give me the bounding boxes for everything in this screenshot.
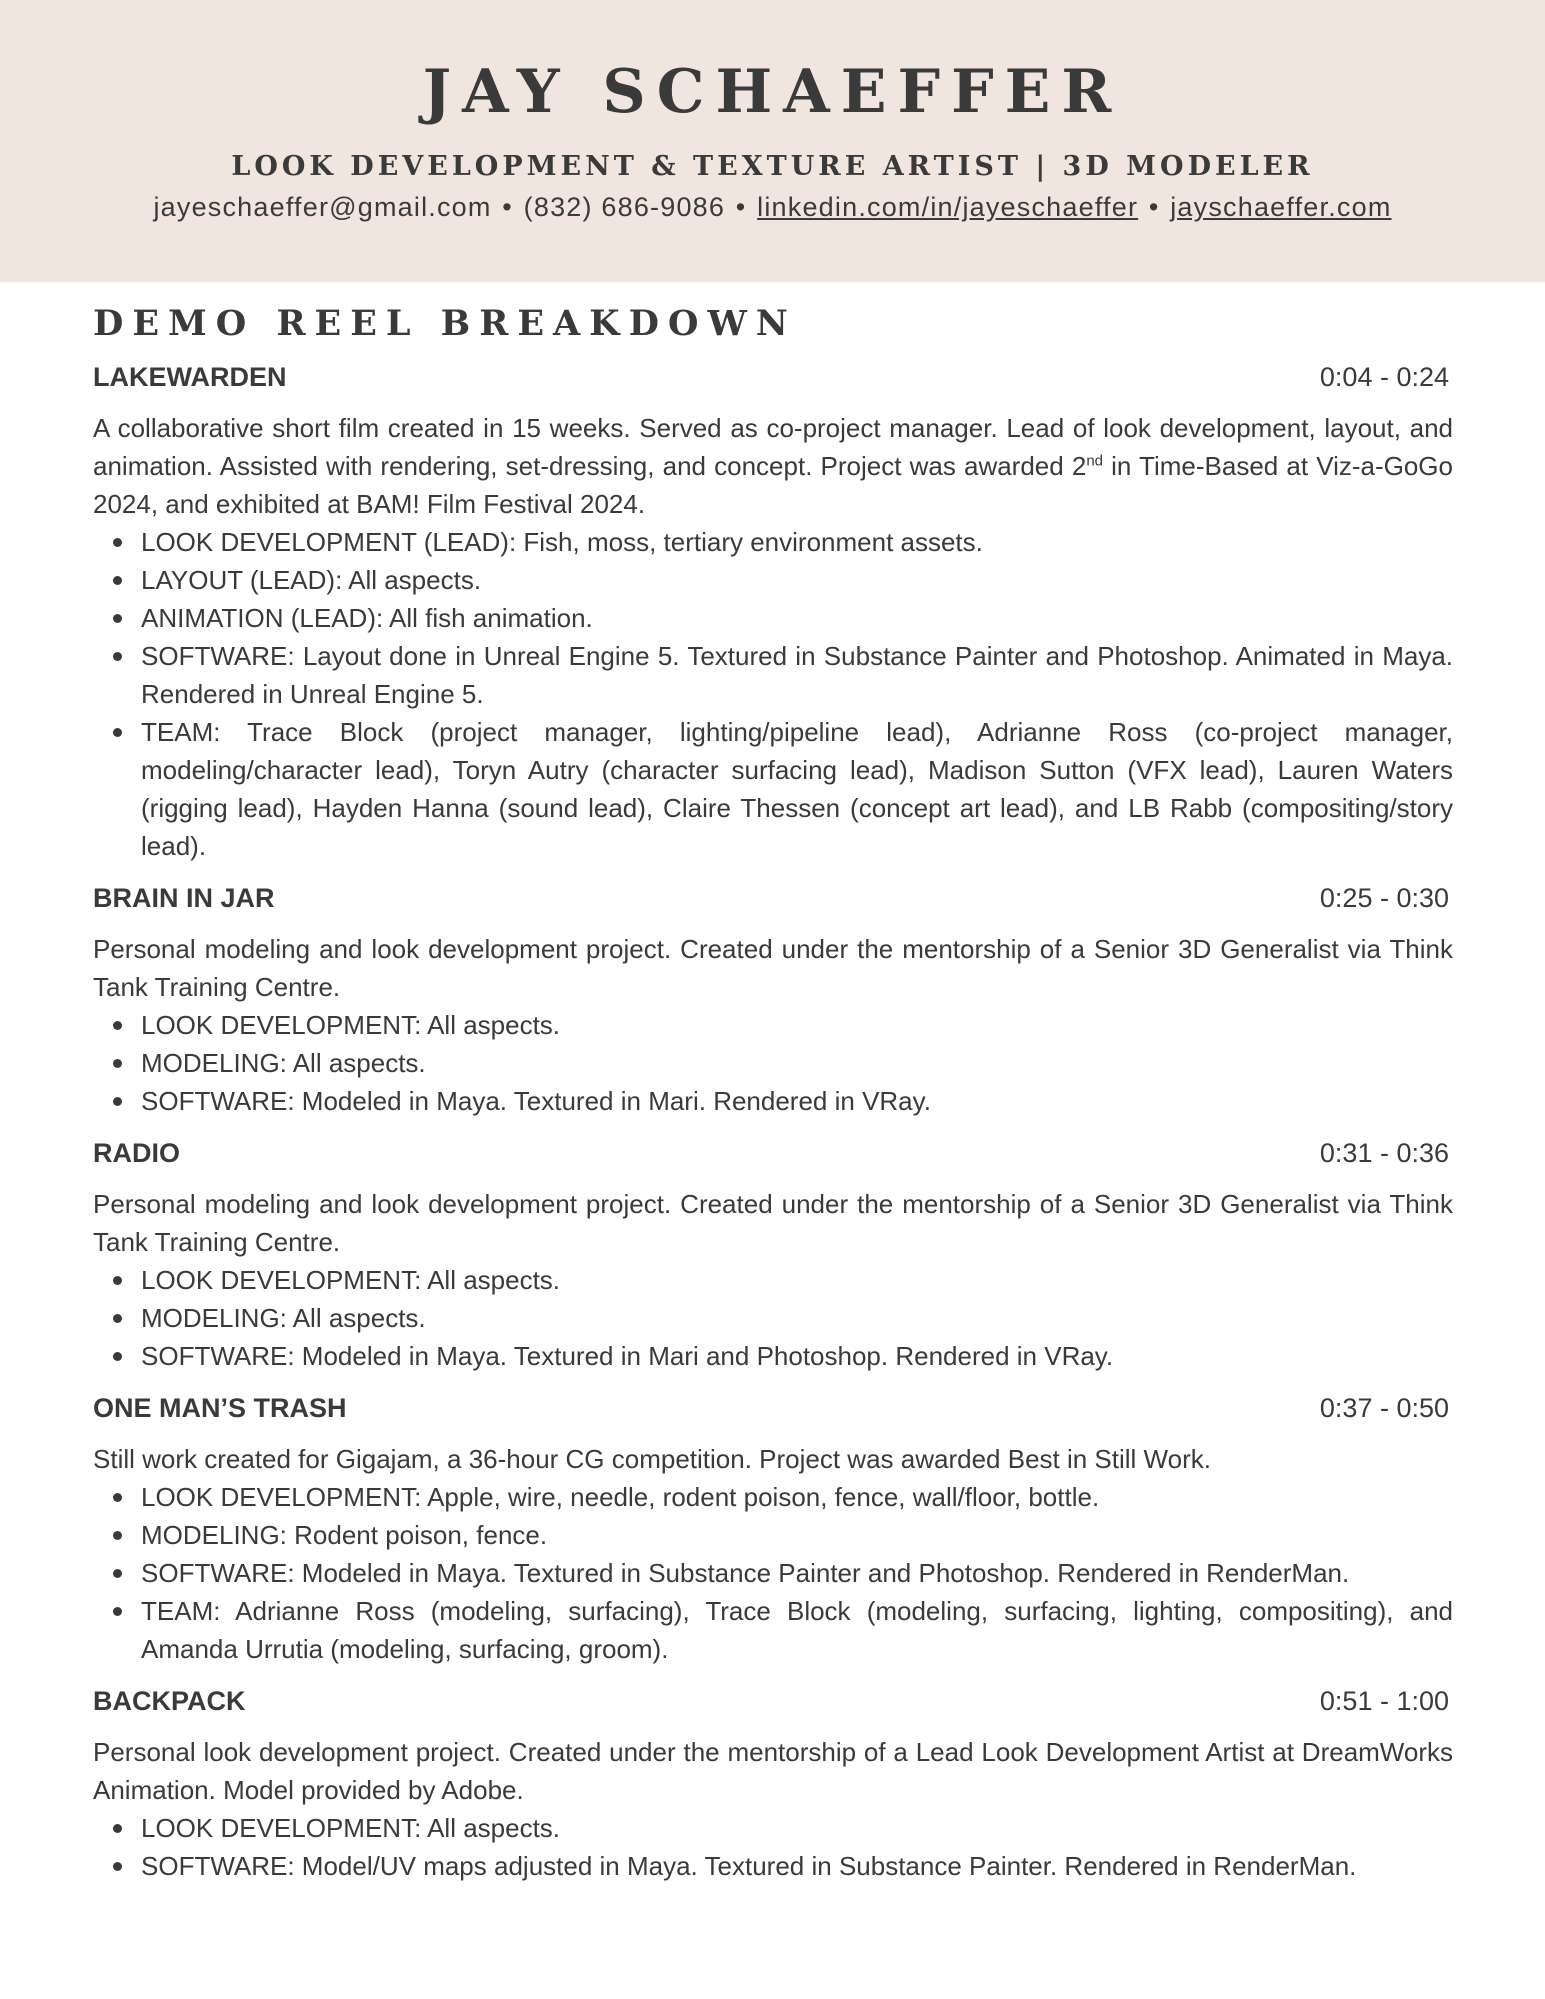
email-text: jayeschaeffer@gmail.com [153,192,492,222]
project-timecode: 0:51 - 1:00 [1319,1686,1449,1716]
project-title: LAKEWARDEN [93,362,287,392]
list-item: LOOK DEVELOPMENT: Apple, wire, needle, rodent poison, fence, wall/floor, bottle. [141,1478,1453,1516]
list-item: MODELING: Rodent poison, fence. [141,1516,1453,1554]
separator-dot: • [1148,192,1160,222]
list-item: LOOK DEVELOPMENT (LEAD): Fish, moss, tertiary environment assets. [141,523,1453,561]
project-timecode: 0:37 - 0:50 [1319,1393,1449,1423]
bullet-list [93,1809,1453,1885]
desc-text: A collaborative short film created in 15 weeks. Served as co-project manager. Lead of look development, layout, and animation. Assisted with rendering, set-dressing, and concept. Project was awarded 2 [93,413,1453,481]
phone-text: (832) 686-9086 [523,192,726,222]
project-title: BACKPACK [93,1686,246,1716]
list-item: LAYOUT (LEAD): All aspects. [141,561,1453,599]
list-item: SOFTWARE: Modeled in Maya. Textured in Mari. Rendered in VRay. [141,1082,1453,1120]
project-description: Personal modeling and look development project. Created under the mentorship of a Senior 3D Generalist via Think Tank Training Centre. [93,934,1453,1002]
list-item: LOOK DEVELOPMENT: All aspects. [141,1006,1453,1044]
project-timecode: 0:25 - 0:30 [1319,883,1449,913]
project-description [93,409,1453,523]
project-title: ONE MAN’S TRASH [93,1393,347,1423]
list-item: MODELING: All aspects. [141,1299,1453,1337]
project-radio [93,1134,1453,1375]
ordinal-suffix: nd [1086,452,1104,470]
bullet-list [93,1006,1453,1120]
project-lakewarden [93,358,1453,865]
list-item: ANIMATION (LEAD): All fish animation. [141,599,1453,637]
list-item: SOFTWARE: Modeled in Maya. Textured in Mari and Photoshop. Rendered in VRay. [141,1337,1453,1375]
list-item: MODELING: All aspects. [141,1044,1453,1082]
project-one-mans-trash [93,1389,1453,1668]
project-list [93,358,1453,1899]
header-banner [0,0,1545,282]
contact-line [0,191,1545,223]
person-name: JAY SCHAEFFER [422,57,1123,127]
project-brain-in-jar [93,879,1453,1120]
project-title: BRAIN IN JAR [93,883,275,913]
linkedin-link[interactable]: linkedin.com/in/jayeschaeffer [757,192,1139,222]
project-backpack [93,1682,1453,1885]
list-item: SOFTWARE: Modeled in Maya. Textured in Substance Painter and Photoshop. Rendered in RenderMan. [141,1554,1453,1592]
project-description: Still work created for Gigajam, a 36-hour CG competition. Project was awarded Best in Still Work. [93,1444,1211,1474]
list-item: SOFTWARE: Model/UV maps adjusted in Maya. Textured in Substance Painter. Rendered in RenderMan. [141,1847,1453,1885]
project-timecode: 0:31 - 0:36 [1319,1138,1449,1168]
project-description: Personal modeling and look development project. Created under the mentorship of a Senior 3D Generalist via Think Tank Training Centre. [93,1189,1453,1257]
bullet-list [93,1261,1453,1375]
desc-text: in Time-Based at Viz-a-GoGo 2024, and exhibited at BAM! Film Festival 2024. [93,451,1453,519]
project-description: Personal look development project. Created under the mentorship of a Lead Look Development Artist at DreamWorks Animation. Model provided by Adobe. [93,1737,1453,1805]
job-title: LOOK DEVELOPMENT & TEXTURE ARTIST | 3D MODELER [231,151,1314,182]
list-item: LOOK DEVELOPMENT: All aspects. [141,1809,1453,1847]
bullet-list [93,1478,1453,1668]
project-title: RADIO [93,1138,180,1168]
project-timecode: 0:04 - 0:24 [1319,362,1449,392]
section-title: DEMO REEL BREAKDOWN [93,303,797,344]
separator-dot: • [502,192,513,222]
list-item: SOFTWARE: Layout done in Unreal Engine 5. Textured in Substance Painter and Photoshop. Animated in Maya. Rendered in Unreal Engine 5. [141,637,1453,713]
list-item: LOOK DEVELOPMENT: All aspects. [141,1261,1453,1299]
separator-dot: • [735,192,747,222]
list-item: TEAM: Adrianne Ross (modeling, surfacing), Trace Block (modeling, surfacing, lighting, compositing), and Amanda Urrutia (modeling, surfacing, groom). [141,1592,1453,1668]
website-link[interactable]: jayschaeffer.com [1170,192,1392,222]
list-item: TEAM: Trace Block (project manager, lighting/pipeline lead), Adrianne Ross (co-project manager, modeling/character lead), Toryn Autry (character surfacing lead), Madison Sutton (VFX lead), Lauren Waters (rigging lead), Hayden Hanna (sound lead), Claire Thessen (concept art lead), and LB Rabb (compositing/story lead). [141,713,1453,865]
bullet-list [93,523,1453,865]
